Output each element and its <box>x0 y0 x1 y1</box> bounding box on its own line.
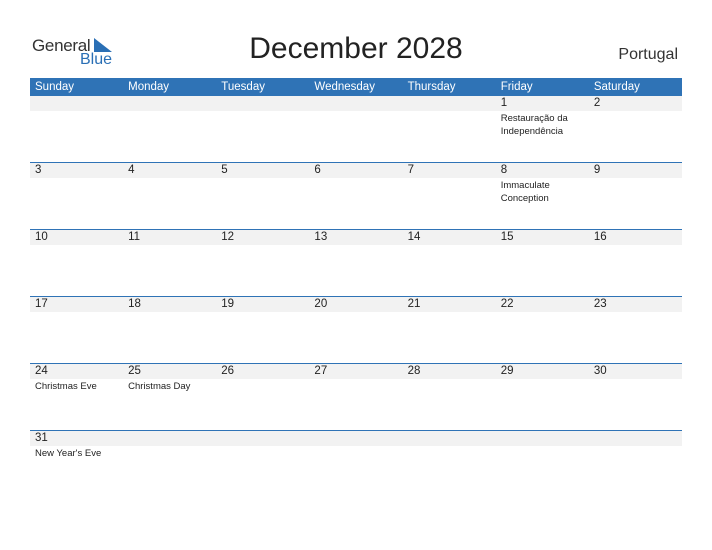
day-number <box>221 431 309 446</box>
holiday-label <box>314 379 402 380</box>
day-number: 30 <box>593 365 607 377</box>
holiday-label <box>35 312 123 313</box>
holiday-label <box>594 379 682 380</box>
day-cell <box>403 163 496 229</box>
day-cell <box>403 364 496 430</box>
day-number: 23 <box>593 298 607 310</box>
holiday-label <box>314 446 402 447</box>
day-cell <box>216 163 309 229</box>
holiday-label <box>128 178 216 179</box>
holiday-label <box>594 245 682 246</box>
day-number: 9 <box>593 164 601 176</box>
day-number: 17 <box>35 298 48 310</box>
holiday-label <box>501 312 589 313</box>
day-cell <box>403 96 496 162</box>
holiday-label <box>221 312 309 313</box>
holiday-label <box>221 446 309 447</box>
day-number: 20 <box>314 298 328 310</box>
holiday-label <box>501 245 589 246</box>
day-cell <box>123 163 216 229</box>
day-number: 31 <box>35 432 48 444</box>
holiday-label <box>408 312 496 313</box>
day-number: 19 <box>221 298 235 310</box>
day-number <box>314 96 402 111</box>
holiday-label <box>314 245 402 246</box>
holiday-label <box>128 312 216 313</box>
holiday-label <box>221 111 309 112</box>
week-row <box>30 96 682 162</box>
holiday-label <box>594 178 682 179</box>
holiday-label <box>408 379 496 380</box>
day-cell <box>30 297 123 363</box>
day-number: 5 <box>221 164 228 176</box>
weekday-tuesday: Tuesday <box>221 81 265 93</box>
holiday-label <box>128 446 216 447</box>
day-cell <box>30 431 123 497</box>
weekday-monday: Monday <box>128 81 170 93</box>
day-cell <box>496 163 589 229</box>
holiday-label <box>501 379 589 380</box>
day-number: 12 <box>221 231 235 243</box>
holiday-label <box>221 379 309 380</box>
day-number <box>128 96 216 111</box>
holiday-label: Restauração da Independência <box>500 113 568 137</box>
day-number: 21 <box>407 298 421 310</box>
day-number: 6 <box>314 164 321 176</box>
week-row <box>30 430 682 497</box>
week-row <box>30 229 682 296</box>
calendar-title: December 2028 <box>249 32 463 65</box>
day-number: 25 <box>128 365 141 377</box>
day-cell <box>589 163 682 229</box>
day-cell <box>309 297 402 363</box>
day-cell <box>589 431 682 497</box>
holiday-label <box>221 245 309 246</box>
week-row <box>30 162 682 229</box>
day-number: 1 <box>500 97 508 109</box>
day-cell <box>216 364 309 430</box>
holiday-label <box>501 446 589 447</box>
day-number: 8 <box>500 164 508 176</box>
day-cell <box>123 96 216 162</box>
day-cell <box>30 163 123 229</box>
day-cell <box>309 163 402 229</box>
day-number: 22 <box>500 298 514 310</box>
weekday-thursday: Thursday <box>407 81 456 93</box>
holiday-label <box>314 178 402 179</box>
day-cell <box>123 297 216 363</box>
day-number: 27 <box>314 365 328 377</box>
weekday-sunday: Sunday <box>35 81 75 93</box>
holiday-label <box>594 312 682 313</box>
day-number: 7 <box>407 164 414 176</box>
day-number: 24 <box>35 365 48 377</box>
day-cell <box>309 230 402 296</box>
holiday-label <box>314 111 402 112</box>
day-number: 13 <box>314 231 328 243</box>
calendar-grid <box>30 78 682 497</box>
weeks-container <box>30 96 682 497</box>
week-row <box>30 363 682 430</box>
day-cell <box>309 364 402 430</box>
day-cell <box>496 96 589 162</box>
holiday-label <box>594 111 682 112</box>
day-number <box>594 431 682 446</box>
holiday-label: Christmas Eve <box>35 381 97 392</box>
day-number: 14 <box>407 231 421 243</box>
day-cell <box>403 297 496 363</box>
day-cell <box>30 230 123 296</box>
day-number: 11 <box>128 231 141 243</box>
week-grid <box>30 364 682 430</box>
day-cell <box>589 364 682 430</box>
holiday-label <box>594 446 682 447</box>
week-grid <box>30 96 682 162</box>
day-cell <box>403 230 496 296</box>
day-cell <box>123 230 216 296</box>
day-number <box>35 96 123 111</box>
logo-text-blue: Blue <box>80 51 113 68</box>
day-number: 26 <box>221 365 235 377</box>
holiday-label: New Year's Eve <box>35 448 102 459</box>
holiday-label <box>35 245 123 246</box>
day-number: 15 <box>500 231 514 243</box>
day-cell <box>123 364 216 430</box>
week-grid <box>30 230 682 296</box>
day-cell <box>30 96 123 162</box>
logo-text-general: General <box>32 36 91 55</box>
day-number: 28 <box>407 365 421 377</box>
day-number <box>501 431 589 446</box>
day-cell <box>216 297 309 363</box>
day-number: 18 <box>128 298 141 310</box>
weekday-header <box>30 78 682 96</box>
week-row <box>30 296 682 363</box>
weekday-wednesday: Wednesday <box>314 81 375 93</box>
day-number <box>408 431 496 446</box>
weekday-friday: Friday <box>500 81 533 93</box>
holiday-label <box>314 312 402 313</box>
day-number <box>314 431 402 446</box>
day-number: 10 <box>35 231 48 243</box>
holiday-label <box>35 178 123 179</box>
day-cell <box>496 297 589 363</box>
day-number <box>128 431 216 446</box>
holiday-label <box>408 178 496 179</box>
day-number: 4 <box>128 164 135 176</box>
day-number: 3 <box>35 164 42 176</box>
holiday-label <box>408 446 496 447</box>
day-cell <box>123 431 216 497</box>
day-cell <box>589 297 682 363</box>
day-cell <box>589 96 682 162</box>
week-grid <box>30 163 682 229</box>
day-cell <box>216 96 309 162</box>
holiday-label <box>128 111 216 112</box>
day-cell <box>403 431 496 497</box>
week-grid <box>30 431 682 497</box>
day-number <box>221 96 309 111</box>
country-label: Portugal <box>618 46 678 63</box>
holiday-label <box>221 178 309 179</box>
day-cell <box>216 230 309 296</box>
day-number: 2 <box>593 97 601 109</box>
holiday-label: Immaculate Conception <box>500 180 550 204</box>
day-number: 29 <box>500 365 514 377</box>
week-grid <box>30 297 682 363</box>
holiday-label <box>35 111 123 112</box>
day-cell <box>309 96 402 162</box>
day-cell <box>216 431 309 497</box>
day-number <box>408 96 496 111</box>
holiday-label <box>128 245 216 246</box>
holiday-label: Christmas Day <box>128 381 191 392</box>
day-cell <box>496 431 589 497</box>
day-cell <box>309 431 402 497</box>
weekday-saturday: Saturday <box>593 81 640 93</box>
day-cell <box>496 230 589 296</box>
holiday-label <box>408 245 496 246</box>
holiday-label <box>408 111 496 112</box>
day-cell <box>589 230 682 296</box>
day-cell <box>30 364 123 430</box>
day-number: 16 <box>593 231 607 243</box>
day-cell <box>496 364 589 430</box>
